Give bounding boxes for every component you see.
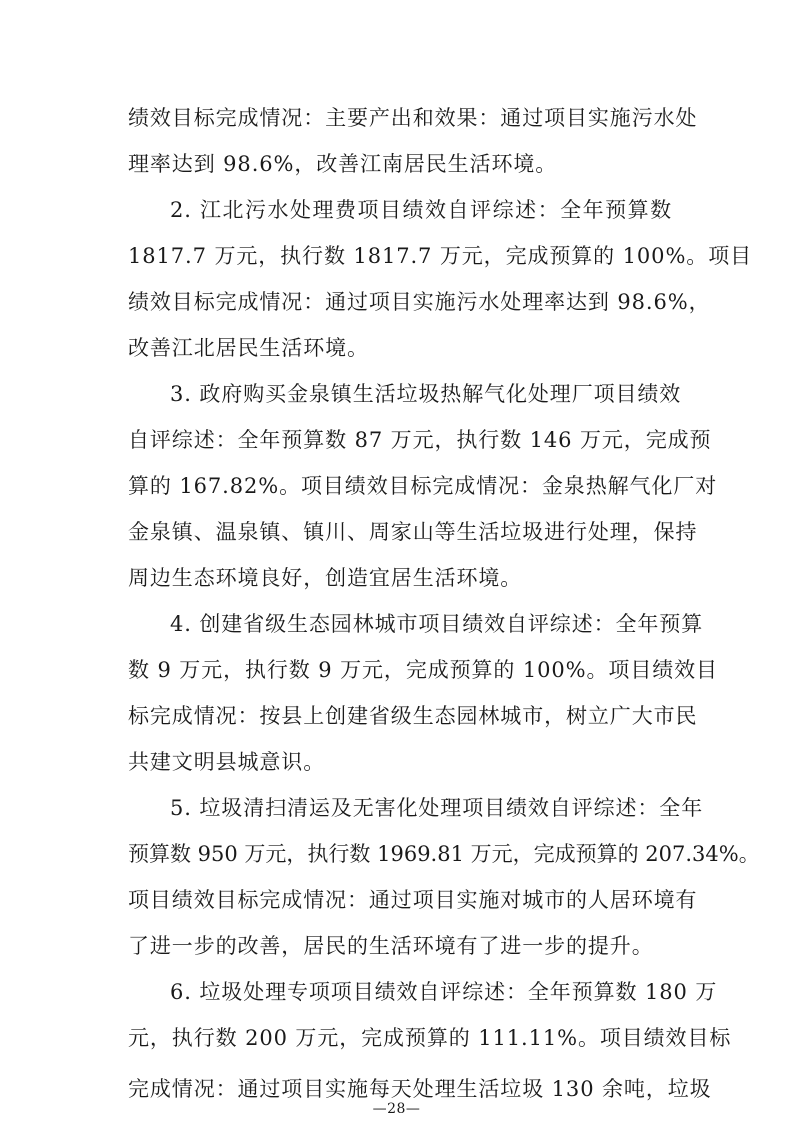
paragraph-heading-3: 3. 政府购买金泉镇生活垃圾热解气化处理厂项目绩效 bbox=[170, 382, 682, 406]
text-line: 绩效目标完成情况：主要产出和效果：通过项目实施污水处 bbox=[128, 106, 698, 130]
paragraph-heading-4: 4. 创建省级生态园林城市项目绩效自评综述：全年预算 bbox=[170, 612, 704, 636]
text-line: 周边生态环境良好，创造宜居生活环境。 bbox=[128, 566, 523, 590]
text-line: 自评综述：全年预算数 87 万元，执行数 146 万元，完成预 bbox=[128, 428, 712, 452]
text-line: 元，执行数 200 万元，完成预算的 111.11%。项目绩效目标 bbox=[128, 1026, 732, 1050]
page-number: —28— bbox=[372, 1101, 421, 1117]
text-line: 共建文明县城意识。 bbox=[128, 750, 326, 774]
text-line: 算的 167.82%。项目绩效目标完成情况：金泉热解气化厂对 bbox=[128, 474, 718, 498]
text-line: 改善江北居民生活环境。 bbox=[128, 336, 369, 360]
paragraph-heading-6: 6. 垃圾处理专项项目绩效自评综述：全年预算数 180 万 bbox=[170, 980, 718, 1004]
paragraph-heading-2: 2. 江北污水处理费项目绩效自评综述：全年预算数 bbox=[170, 198, 672, 222]
text-line: 标完成情况：按县上创建省级生态园林城市，树立广大市民 bbox=[128, 704, 698, 728]
text-line: 绩效目标完成情况：通过项目实施污水处理率达到 98.6%， bbox=[128, 290, 711, 314]
text-line: 预算数 950 万元，执行数 1969.81 万元，完成预算的 207.34%。 bbox=[128, 842, 760, 866]
text-line: 数 9 万元，执行数 9 万元，完成预算的 100%。项目绩效目 bbox=[128, 658, 718, 682]
paragraph-heading-5: 5. 垃圾清扫清运及无害化处理项目绩效自评综述：全年 bbox=[170, 796, 704, 820]
text-line: 项目绩效目标完成情况：通过项目实施对城市的人居环境有 bbox=[128, 888, 698, 912]
text-line: 了进一步的改善，居民的生活环境有了进一步的提升。 bbox=[128, 934, 654, 958]
text-line: 理率达到 98.6%，改善江南居民生活环境。 bbox=[128, 152, 558, 176]
text-line: 1817.7 万元，执行数 1817.7 万元，完成预算的 100%。项目 bbox=[128, 244, 752, 268]
text-line: 完成情况：通过项目实施每天处理生活垃圾 130 余吨，垃圾 bbox=[128, 1077, 712, 1101]
text-line: 金泉镇、温泉镇、镇川、周家山等生活垃圾进行处理，保持 bbox=[128, 520, 698, 544]
